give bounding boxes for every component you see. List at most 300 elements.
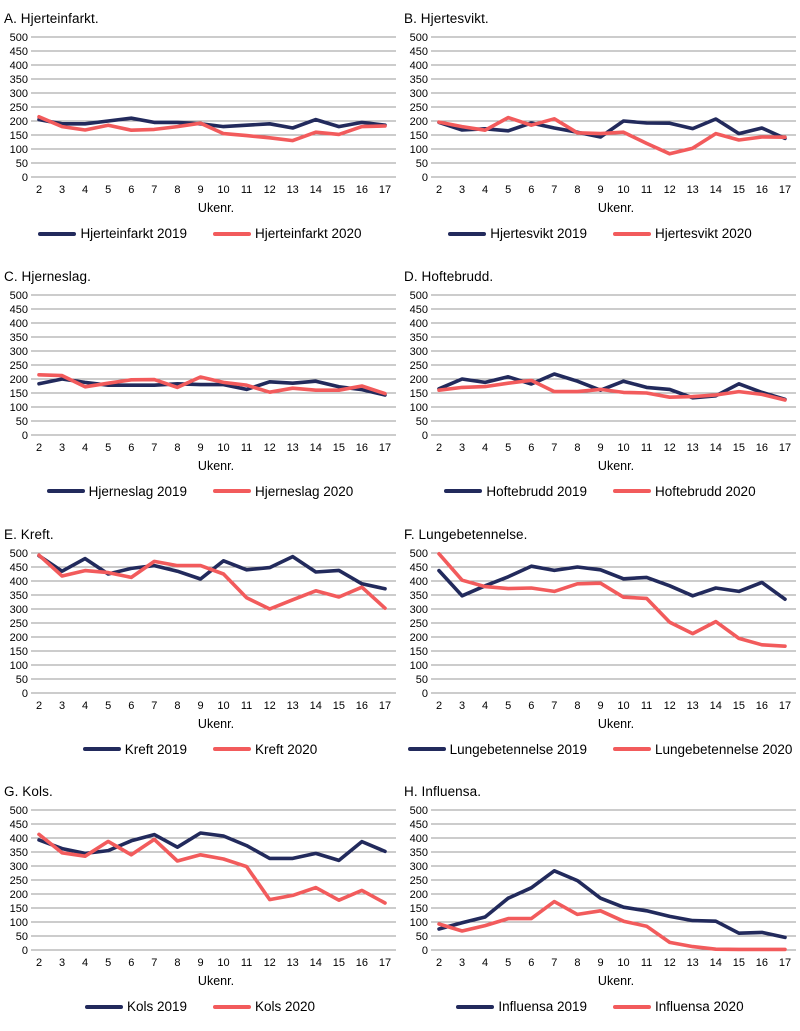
svg-text:7: 7	[151, 441, 158, 454]
svg-text:16: 16	[355, 957, 369, 970]
svg-text:12: 12	[663, 184, 676, 196]
svg-text:11: 11	[640, 699, 653, 712]
svg-text:13: 13	[286, 699, 299, 712]
svg-text:300: 300	[409, 603, 428, 616]
svg-text:100: 100	[409, 401, 428, 414]
chart-panel-kreft	[0, 516, 400, 774]
svg-text:12: 12	[263, 699, 276, 712]
chart-title: B. Hjertesvikt.	[404, 11, 489, 26]
svg-text:150: 150	[9, 129, 28, 142]
svg-text:2: 2	[435, 699, 443, 712]
chart-legend	[402, 999, 798, 1014]
svg-text:0: 0	[421, 687, 428, 700]
chart-panel-hoftebrudd	[400, 258, 800, 516]
svg-text:0: 0	[21, 687, 28, 700]
svg-text:17: 17	[378, 441, 392, 454]
chart-title: H. Influensa.	[404, 784, 482, 800]
svg-text:350: 350	[409, 589, 428, 602]
svg-text:500: 500	[9, 31, 28, 44]
svg-text:10: 10	[217, 957, 230, 970]
legend-line-swatch-2020	[213, 232, 251, 236]
svg-text:6: 6	[528, 441, 535, 454]
chart-title: C. Hjerneslag.	[4, 268, 91, 284]
legend-line-swatch-2020	[613, 1005, 651, 1009]
chart-title: D. Hoftebrudd.	[404, 268, 494, 284]
legend-label-2019: Kols 2019	[126, 999, 187, 1015]
svg-text:500: 500	[409, 289, 428, 302]
svg-text:7: 7	[551, 184, 558, 196]
line-chart-hjerteinfarkt	[2, 31, 398, 201]
legend-label-2019: Lungebetennelse 2019	[449, 741, 587, 757]
svg-text:2: 2	[35, 699, 43, 712]
legend-label-2020: Kreft 2020	[255, 741, 318, 757]
svg-text:0: 0	[421, 171, 428, 184]
svg-text:5: 5	[105, 699, 112, 712]
svg-text:15: 15	[332, 957, 346, 970]
legend-line-swatch-2020	[613, 489, 651, 493]
svg-text:50: 50	[15, 931, 28, 944]
svg-text:7: 7	[551, 441, 558, 454]
svg-text:12: 12	[263, 957, 276, 970]
legend-item-2020	[213, 742, 317, 757]
svg-text:12: 12	[663, 957, 676, 970]
legend-line-swatch-2019	[408, 747, 446, 751]
svg-text:0: 0	[21, 429, 28, 442]
svg-text:50: 50	[415, 673, 428, 686]
svg-text:10: 10	[617, 441, 630, 454]
chart-title: E. Kreft.	[4, 526, 54, 542]
svg-text:4: 4	[82, 699, 89, 712]
legend-label-2019: Hjerteinfarkt 2019	[80, 226, 187, 241]
svg-text:8: 8	[574, 699, 581, 712]
legend-label-2019: Hjerneslag 2019	[88, 483, 187, 499]
legend-item-2019	[408, 742, 587, 757]
svg-text:9: 9	[197, 184, 204, 196]
svg-text:8: 8	[574, 441, 581, 454]
svg-text:450: 450	[409, 561, 428, 574]
svg-text:9: 9	[197, 699, 204, 712]
legend-line-swatch-2019	[456, 1005, 494, 1009]
svg-text:6: 6	[528, 699, 535, 712]
svg-text:15: 15	[332, 184, 346, 196]
legend-item-2020	[613, 999, 744, 1014]
svg-text:350: 350	[9, 73, 28, 86]
svg-text:12: 12	[263, 441, 276, 454]
svg-text:400: 400	[409, 833, 428, 846]
chart-legend	[2, 999, 398, 1014]
svg-text:350: 350	[409, 847, 428, 860]
svg-text:6: 6	[128, 957, 135, 970]
legend-item-2019	[456, 999, 587, 1014]
svg-text:5: 5	[505, 441, 512, 454]
svg-text:9: 9	[597, 184, 604, 196]
svg-text:14: 14	[309, 957, 322, 970]
svg-text:7: 7	[551, 957, 558, 970]
svg-text:7: 7	[151, 699, 158, 712]
svg-text:0: 0	[421, 945, 428, 958]
svg-text:16: 16	[755, 699, 769, 712]
legend-line-swatch-2019	[448, 232, 486, 236]
svg-text:10: 10	[217, 441, 230, 454]
svg-text:2: 2	[435, 441, 443, 454]
svg-text:5: 5	[105, 957, 112, 970]
legend-item-2019	[444, 484, 587, 499]
svg-text:17: 17	[778, 441, 792, 454]
chart-legend	[402, 484, 798, 499]
legend-item-2019	[448, 226, 587, 241]
svg-text:14: 14	[709, 184, 722, 196]
svg-text:11: 11	[640, 184, 653, 196]
svg-text:4: 4	[482, 441, 489, 454]
svg-text:500: 500	[409, 31, 428, 44]
svg-text:250: 250	[409, 359, 428, 372]
svg-text:6: 6	[128, 699, 135, 712]
chart-panel-hjerteinfarkt	[0, 0, 400, 258]
svg-text:14: 14	[709, 699, 722, 712]
svg-text:16: 16	[755, 184, 769, 196]
legend-item-2020	[213, 999, 315, 1014]
svg-text:50: 50	[415, 931, 428, 944]
svg-text:100: 100	[9, 143, 28, 156]
svg-text:11: 11	[240, 957, 253, 970]
svg-text:450: 450	[9, 303, 28, 316]
x-axis-label: Ukenr.	[597, 201, 635, 215]
svg-text:4: 4	[82, 441, 89, 454]
svg-text:11: 11	[640, 957, 653, 970]
svg-text:3: 3	[459, 184, 466, 196]
svg-text:11: 11	[240, 699, 253, 712]
svg-text:450: 450	[9, 561, 28, 574]
legend-line-swatch-2019	[85, 1005, 123, 1009]
svg-text:50: 50	[415, 415, 428, 428]
chart-title: F. Lungebetennelse.	[404, 526, 528, 542]
svg-text:8: 8	[174, 957, 181, 970]
svg-text:10: 10	[217, 184, 230, 196]
svg-text:17: 17	[778, 184, 792, 196]
chart-legend	[2, 226, 398, 241]
line-chart-influensa	[402, 804, 798, 974]
svg-text:350: 350	[9, 589, 28, 602]
svg-text:15: 15	[332, 441, 346, 454]
svg-text:200: 200	[409, 889, 428, 902]
svg-text:8: 8	[174, 699, 181, 712]
legend-line-swatch-2019	[47, 489, 85, 493]
svg-text:3: 3	[59, 699, 66, 712]
svg-text:250: 250	[9, 617, 28, 630]
svg-text:450: 450	[409, 819, 428, 832]
svg-text:400: 400	[9, 575, 28, 588]
legend-label-2020: Hoftebrudd 2020	[655, 483, 756, 499]
svg-text:250: 250	[9, 101, 28, 114]
x-axis-label: Ukenr.	[597, 716, 635, 731]
svg-text:350: 350	[409, 73, 428, 86]
svg-text:500: 500	[409, 547, 428, 560]
svg-text:200: 200	[409, 373, 428, 386]
svg-text:400: 400	[9, 317, 28, 330]
svg-text:8: 8	[574, 957, 581, 970]
svg-text:6: 6	[128, 184, 135, 196]
legend-line-swatch-2020	[613, 747, 651, 751]
svg-text:4: 4	[482, 699, 489, 712]
legend-label-2020: Hjerneslag 2020	[255, 483, 354, 499]
svg-text:100: 100	[9, 401, 28, 414]
svg-text:350: 350	[9, 331, 28, 344]
svg-text:4: 4	[482, 184, 489, 196]
svg-text:7: 7	[551, 699, 558, 712]
svg-text:400: 400	[9, 833, 28, 846]
svg-text:500: 500	[9, 805, 28, 818]
legend-label-2019: Hjertesvikt 2019	[490, 226, 587, 241]
svg-text:5: 5	[505, 184, 512, 196]
svg-text:5: 5	[105, 184, 112, 196]
svg-text:250: 250	[409, 617, 428, 630]
legend-item-2019	[38, 226, 187, 241]
svg-text:12: 12	[263, 184, 276, 196]
legend-label-2019: Kreft 2019	[124, 741, 187, 757]
x-axis-label: Ukenr.	[597, 458, 635, 473]
svg-text:200: 200	[9, 631, 28, 644]
svg-text:16: 16	[355, 441, 369, 454]
svg-text:250: 250	[409, 101, 428, 114]
svg-text:15: 15	[732, 699, 746, 712]
svg-text:0: 0	[421, 429, 428, 442]
x-axis-label: Ukenr.	[197, 201, 235, 215]
legend-item-2019	[83, 742, 187, 757]
svg-text:150: 150	[409, 903, 428, 916]
svg-text:4: 4	[82, 184, 89, 196]
x-axis-label: Ukenr.	[197, 458, 235, 473]
svg-text:350: 350	[9, 847, 28, 860]
svg-text:100: 100	[409, 659, 428, 672]
svg-text:200: 200	[409, 631, 428, 644]
svg-text:5: 5	[505, 957, 512, 970]
svg-text:14: 14	[709, 441, 722, 454]
svg-text:17: 17	[378, 699, 392, 712]
svg-text:15: 15	[732, 184, 746, 196]
chart-panel-hjertesvikt	[400, 0, 800, 258]
svg-text:400: 400	[409, 317, 428, 330]
chart-legend	[2, 742, 398, 757]
legend-label-2020: Lungebetennelse 2020	[655, 741, 793, 757]
svg-text:0: 0	[21, 171, 28, 184]
svg-text:15: 15	[332, 699, 346, 712]
svg-text:10: 10	[217, 699, 230, 712]
svg-text:14: 14	[309, 184, 322, 196]
svg-text:13: 13	[286, 184, 299, 196]
svg-text:300: 300	[409, 345, 428, 358]
svg-text:17: 17	[778, 699, 792, 712]
svg-text:250: 250	[9, 875, 28, 888]
svg-text:7: 7	[151, 184, 158, 196]
svg-text:6: 6	[528, 957, 535, 970]
svg-text:12: 12	[663, 699, 676, 712]
svg-text:50: 50	[15, 415, 28, 428]
chart-title: A. Hjerteinfarkt.	[4, 11, 99, 26]
svg-text:13: 13	[686, 184, 699, 196]
svg-text:17: 17	[778, 957, 792, 970]
legend-label-2020: Influensa 2020	[655, 999, 744, 1015]
svg-text:2: 2	[35, 184, 43, 196]
svg-text:100: 100	[409, 917, 428, 930]
svg-text:6: 6	[128, 441, 135, 454]
svg-text:200: 200	[409, 115, 428, 128]
svg-text:14: 14	[309, 441, 322, 454]
legend-item-2020	[613, 742, 792, 757]
svg-text:3: 3	[459, 441, 466, 454]
svg-text:5: 5	[505, 699, 512, 712]
legend-item-2020	[613, 484, 756, 499]
svg-text:2: 2	[35, 441, 43, 454]
x-axis-label: Ukenr.	[597, 974, 635, 989]
legend-line-swatch-2019	[83, 747, 121, 751]
svg-text:4: 4	[82, 957, 89, 970]
svg-text:100: 100	[409, 143, 428, 156]
svg-text:8: 8	[174, 184, 181, 196]
svg-text:2: 2	[435, 184, 443, 196]
legend-label-2020: Hjertesvikt 2020	[655, 226, 752, 241]
legend-item-2020	[613, 226, 752, 241]
svg-text:15: 15	[732, 441, 746, 454]
svg-text:16: 16	[755, 441, 769, 454]
svg-text:13: 13	[686, 699, 699, 712]
svg-text:16: 16	[355, 699, 369, 712]
svg-text:7: 7	[151, 957, 158, 970]
svg-text:300: 300	[9, 87, 28, 100]
svg-text:500: 500	[9, 547, 28, 560]
chart-title: G. Kols.	[4, 784, 53, 800]
svg-text:2: 2	[35, 957, 43, 970]
svg-text:300: 300	[9, 861, 28, 874]
svg-text:9: 9	[197, 957, 204, 970]
svg-text:100: 100	[9, 659, 28, 672]
svg-text:11: 11	[240, 441, 253, 454]
svg-text:14: 14	[709, 957, 722, 970]
svg-text:250: 250	[9, 359, 28, 372]
svg-text:0: 0	[21, 945, 28, 958]
svg-text:350: 350	[409, 331, 428, 344]
svg-text:50: 50	[15, 673, 28, 686]
svg-text:450: 450	[9, 819, 28, 832]
legend-label-2019: Influensa 2019	[498, 999, 587, 1015]
svg-text:300: 300	[9, 603, 28, 616]
svg-text:3: 3	[459, 699, 466, 712]
svg-text:3: 3	[59, 441, 66, 454]
legend-label-2020: Kols 2020	[255, 999, 316, 1015]
svg-text:300: 300	[409, 861, 428, 874]
svg-text:17: 17	[378, 957, 392, 970]
svg-text:9: 9	[597, 699, 604, 712]
svg-text:12: 12	[663, 441, 676, 454]
svg-text:150: 150	[409, 645, 428, 658]
svg-text:10: 10	[617, 957, 630, 970]
svg-text:9: 9	[597, 957, 604, 970]
svg-text:3: 3	[459, 957, 466, 970]
legend-item-2020	[213, 226, 362, 241]
svg-text:6: 6	[528, 184, 535, 196]
svg-text:200: 200	[9, 115, 28, 128]
svg-text:150: 150	[9, 387, 28, 400]
x-axis-label: Ukenr.	[197, 974, 235, 989]
svg-text:14: 14	[309, 699, 322, 712]
line-chart-kols	[2, 804, 398, 974]
svg-text:8: 8	[574, 184, 581, 196]
svg-text:450: 450	[9, 45, 28, 58]
chart-panel-influensa	[400, 773, 800, 1031]
svg-text:13: 13	[286, 957, 299, 970]
legend-item-2019	[85, 999, 187, 1014]
chart-legend	[402, 742, 798, 757]
svg-text:50: 50	[15, 157, 28, 170]
line-chart-lungebetennelse	[402, 547, 798, 717]
legend-item-2019	[47, 484, 187, 499]
svg-text:200: 200	[9, 373, 28, 386]
legend-label-2019: Hoftebrudd 2019	[486, 483, 587, 499]
svg-text:9: 9	[197, 441, 204, 454]
svg-text:15: 15	[732, 957, 746, 970]
svg-text:400: 400	[409, 575, 428, 588]
chart-panel-hjerneslag	[0, 258, 400, 516]
line-chart-hjerneslag	[2, 289, 398, 459]
svg-text:450: 450	[409, 303, 428, 316]
legend-line-swatch-2020	[213, 1005, 251, 1009]
svg-text:400: 400	[409, 59, 428, 72]
svg-text:250: 250	[409, 875, 428, 888]
svg-text:3: 3	[59, 957, 66, 970]
x-axis-label: Ukenr.	[197, 716, 235, 731]
svg-text:150: 150	[9, 645, 28, 658]
svg-text:500: 500	[409, 805, 428, 818]
svg-text:16: 16	[355, 184, 369, 196]
svg-text:11: 11	[240, 184, 253, 196]
svg-text:8: 8	[174, 441, 181, 454]
legend-line-swatch-2019	[444, 489, 482, 493]
line-chart-hoftebrudd	[402, 289, 798, 459]
chart-legend	[2, 484, 398, 499]
svg-text:4: 4	[482, 957, 489, 970]
svg-text:3: 3	[59, 184, 66, 196]
svg-text:300: 300	[409, 87, 428, 100]
chart-panel-kols	[0, 773, 400, 1031]
svg-text:11: 11	[640, 441, 653, 454]
legend-label-2020: Hjerteinfarkt 2020	[255, 226, 362, 241]
legend-line-swatch-2020	[213, 747, 251, 751]
svg-text:150: 150	[9, 903, 28, 916]
svg-text:150: 150	[409, 387, 428, 400]
svg-text:5: 5	[105, 441, 112, 454]
svg-text:10: 10	[617, 699, 630, 712]
svg-text:50: 50	[415, 157, 428, 170]
svg-text:13: 13	[286, 441, 299, 454]
svg-text:500: 500	[9, 289, 28, 302]
svg-text:10: 10	[617, 184, 630, 196]
svg-text:300: 300	[9, 345, 28, 358]
svg-text:16: 16	[755, 957, 769, 970]
legend-line-swatch-2019	[38, 232, 76, 236]
chart-panel-lungebetennelse	[400, 516, 800, 774]
svg-text:17: 17	[378, 184, 392, 196]
legend-line-swatch-2020	[213, 489, 251, 493]
svg-text:100: 100	[9, 917, 28, 930]
svg-text:2: 2	[435, 957, 443, 970]
legend-line-swatch-2020	[613, 232, 651, 236]
svg-text:9: 9	[597, 441, 604, 454]
svg-text:450: 450	[409, 45, 428, 58]
chart-legend	[402, 226, 798, 241]
svg-text:150: 150	[409, 129, 428, 142]
svg-text:13: 13	[686, 957, 699, 970]
line-chart-hjertesvikt	[402, 31, 798, 201]
svg-text:400: 400	[9, 59, 28, 72]
